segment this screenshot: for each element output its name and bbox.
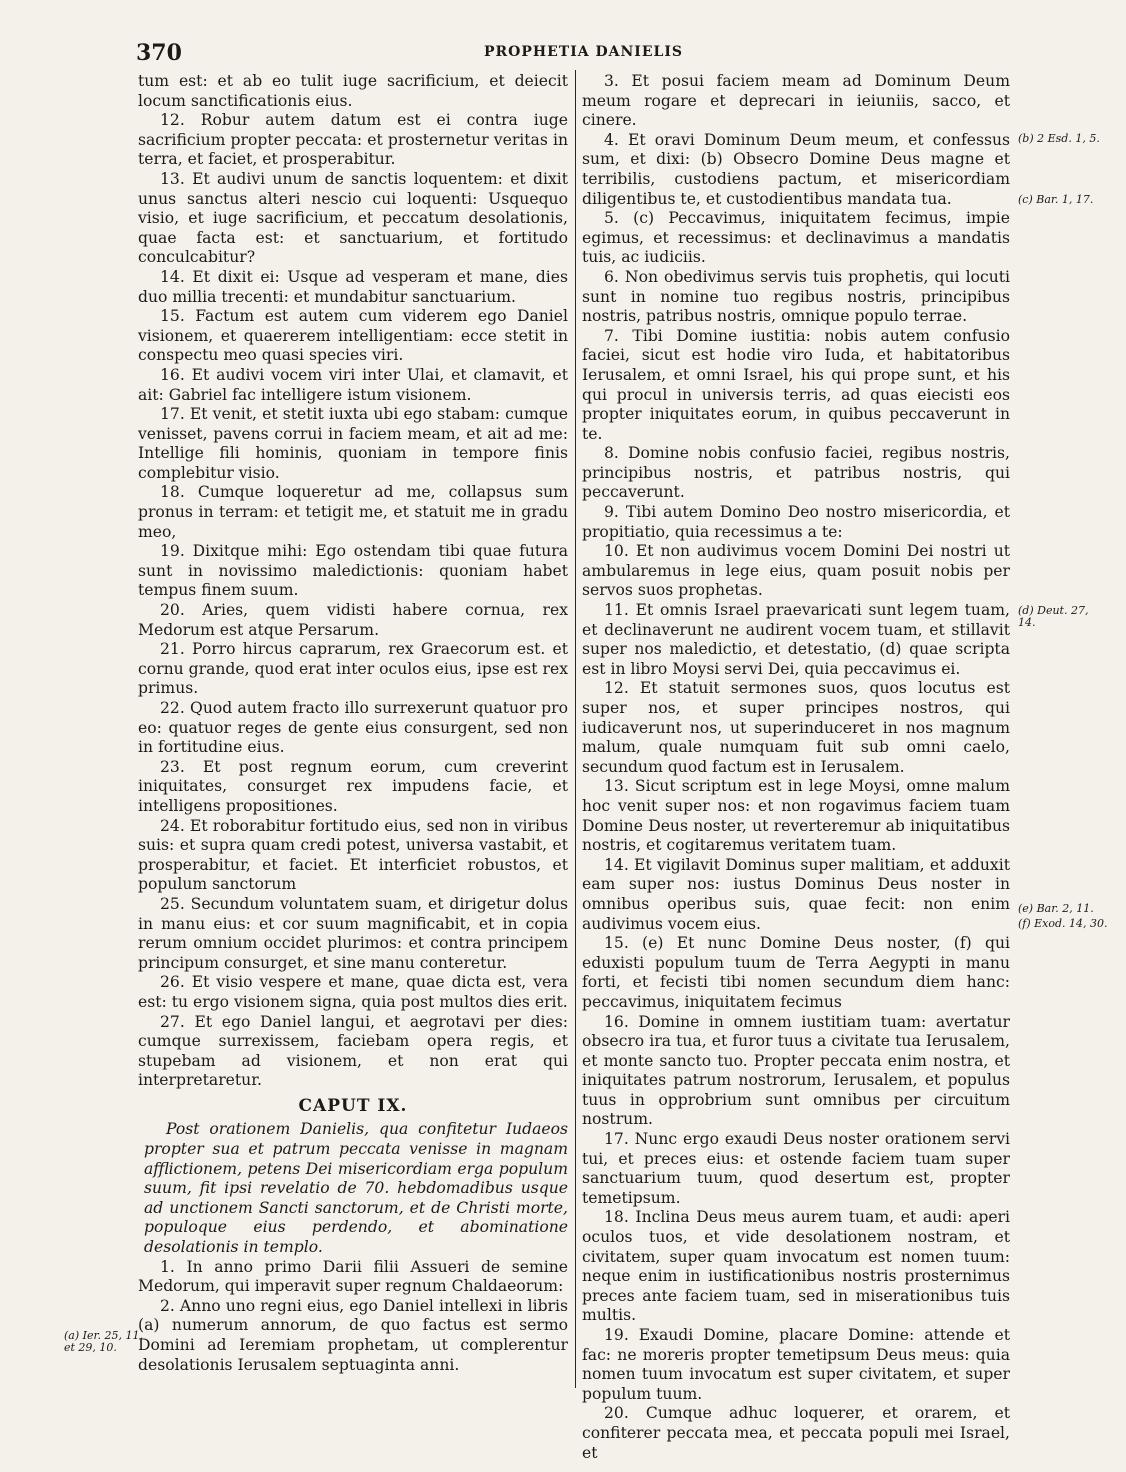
column-rule [575, 70, 576, 1388]
margin-note-d: (d) Deut. 27, 14. [1018, 604, 1089, 629]
paragraph: 25. Secundum voluntatem suam, et dirigetur dolus in manu eius: et cor suum magnificabit, et in copia rerum omnium occidet plurimos: et contra principem principum consurget, et sine manu conteretur. [138, 894, 568, 972]
paragraph: 12. Robur autem datum est ei contra iuge sacrificium propter peccata: et prosternetur veritas in terra, et faciet, et prosperabitur. [138, 111, 568, 169]
paragraph: 9. Tibi autem Domino Deo nostro misericordia, et propitiatio, quia recessimus a te: [582, 503, 1010, 541]
margin-note-c: (c) Bar. 1, 17. [1018, 193, 1094, 206]
paragraph: 21. Porro hircus caprarum, rex Graecorum est. et cornu grande, quod erat inter oculos eius, ipse est rex primus. [138, 640, 568, 698]
paragraph: 20. Cumque adhuc loquerer, et orarem, et confiterer peccata mea, et peccata populi mei Israel, et [582, 1404, 1010, 1462]
paragraph: 24. Et roborabitur fortitudo eius, sed non in viribus suis: et supra quam credi potest, universa vastabit, et prosperabitur, et faciet. Et interficiet robustos, et populum sanctorum [138, 816, 568, 894]
paragraph: 10. Et non audivimus vocem Domini Dei nostri ut ambularemus in lege eius, quam posuit nobis per servos suos prophetas. [582, 542, 1010, 600]
paragraph: 18. Cumque loqueretur ad me, collapsus sum pronus in terram: et tetigit me, et statuit me in gradu meo, [138, 483, 568, 541]
paragraph: 8. Domine nobis confusio faciei, regibus nostris, principibus nostris, et patribus nostris, qui peccaverunt. [582, 444, 1010, 502]
margin-note-b: (b) 2 Esd. 1, 5. [1018, 132, 1100, 145]
paragraph: 19. Dixitque mihi: Ego ostendam tibi quae futura sunt in novissimo maledictionis: quoniam habet tempus finem suum. [138, 542, 568, 600]
paragraph: 16. Et audivi vocem viri inter Ulai, et clamavit, et ait: Gabriel fac intelligere istum visionem. [138, 365, 568, 404]
margin-note-a: (a) Ier. 25, 11. et 29, 10. [64, 1329, 144, 1354]
paragraph: 3. Et posui faciem meam ad Dominum Deum meum rogare et deprecari in ieiuniis, sacco, et cinere. [582, 72, 1010, 130]
paragraph: 22. Quod autem fracto illo surrexerunt quatuor pro eo: quatuor reges de gente eius consurgent, sed non in fortitudine eius. [138, 699, 568, 757]
paragraph: tum est: et ab eo tulit iuge sacrificium, et deiecit locum sanctificationis eius. [138, 72, 568, 110]
paragraph: 11. Et omnis Israel praevaricati sunt legem tuam, et declinaverunt ne audirent vocem tuam, et stillavit super nos maledictio, et detestatio, (d) quae scripta est in libro Moysi servi Dei, quia peccavimus ei. [582, 601, 1010, 678]
paragraph: 18. Inclina Deus meus aurem tuam, et audi: aperi oculos tuos, et vide desolationem nostram, et civitatem, super quam invocatum est nomen tuum: neque enim in iustificationibus nostris prosternimus preces ante faciem tuam, sed in miserationibus tuis multis. [582, 1208, 1010, 1325]
paragraph: 16. Domine in omnem iustitiam tuam: avertatur obsecro ira tua, et furor tuus a civitate tua Ierusalem, et monte sancto tuo. Propter peccata enim nostra, et iniquitates patrum nostrorum, Ierusalem, et populus tuus in opprobrium sunt omnibus per circuitum nostrum. [582, 1012, 1010, 1129]
paragraph: 26. Et visio vespere et mane, quae dicta est, vera est: tu ergo visionem signa, quia post multos dies erit. [138, 973, 568, 1011]
paragraph: 6. Non obedivimus servis tuis prophetis, qui locuti sunt in nomine tuo regibus nostris, principibus nostris, patribus nostris, omnique populo terrae. [582, 267, 1010, 326]
paragraph: 14. Et vigilavit Dominus super malitiam, et adduxit eam super nos: iustus Dominus Deus noster in omnibus operibus suis, quae fecit: non enim audivimus vocem eius. [582, 855, 1010, 933]
paragraph: 15. (e) Et nunc Domine Deus noster, (f) qui eduxisti populum tuum de Terra Aegypti in manu forti, et fecisti tibi nomen secundum diem hanc: peccavimus, iniquitatem fecimus [582, 934, 1010, 1011]
paragraph: 17. Nunc ergo exaudi Deus noster orationem servi tui, et preces eius: et ostende faciem tuam super sanctuarium tuum, quod desertum est, propter temetipsum. [582, 1130, 1010, 1207]
paragraph: 12. Et statuit sermones suos, quos locutus est super nos, et super principes nostros, qui iudicaverunt nos, ut superinduceret in nos magnum malum, quale numquam fuit sub omni caelo, secundum quod factum est in Ierusalem. [582, 679, 1010, 776]
paragraph: 15. Factum est autem cum viderem ego Daniel visionem, et quaererem intelligentiam: ecce stetit in conspectu meo quasi species viri. [138, 307, 568, 365]
margin-note-f: (f) Exod. 14, 30. [1018, 917, 1108, 930]
paragraph: 2. Anno uno regni eius, ego Daniel intellexi in libris (a) numerum annorum, de quo factus est sermo Domini ad Ieremiam prophetam, ut complerentur desolationis Ierusalem septuaginta anni. [138, 1296, 568, 1374]
paragraph: 13. Et audivi unum de sanctis loquentem: et dixit unus sanctus alteri nescio cui loquenti: Usquequo visio, et iuge sacrificium, et peccatum desolationis, quae facta est: et sanctuarium, et fortitudo conculcabitur? [138, 169, 568, 267]
paragraph: 27. Et ego Daniel langui, et aegrotavi per dies: cumque surrexissem, faciebam opera regis, et stupebam ad visionem, et non erat qui interpretaretur. [138, 1012, 568, 1090]
paragraph: 5. (c) Peccavimus, iniquitatem fecimus, impie egimus, et recessimus: et declinavimus a mandatis tuis, ac iudiciis. [582, 209, 1010, 267]
paragraph: 23. Et post regnum eorum, cum creverint iniquitates, consurget rex impudens facie, et intelligens propositiones. [138, 757, 568, 815]
paragraph: 4. Et oravi Dominum Deum meum, et confessus sum, et dixi: (b) Obsecro Domine Deus magne et terribilis, custodiens pactum, et misericordiam diligentibus te, et custodientibus mandata tua. [582, 130, 1010, 208]
paragraph: 17. Et venit, et stetit iuxta ubi ego stabam: cumque venisset, pavens corrui in faciem meam, et ait ad me: Intellige fili hominis, quoniam in tempore finis complebitur visio. [138, 405, 568, 482]
margin-note-e: (e) Bar. 2, 11. [1018, 902, 1094, 915]
chapter-summary: Post orationem Danielis, qua confitetur Iudaeos propter sua et patrum peccata venisse in magnam afflictionem, petens Dei misericordiam erga populum suum, fit ipsi revelatio de 70. hebdomadibus usque ad unctionem Sancti sanctorum, et de Christi morte, populoque eius perdendo, et abominatione desolationis in templo. [144, 1120, 568, 1257]
paragraph: 14. Et dixit ei: Usque ad vesperam et mane, dies duo millia trecenti: et mundabitur sanctuarium. [138, 267, 568, 306]
running-title: PROPHETIA DANIELIS [484, 44, 684, 60]
paragraph: 20. Aries, quem vidisti habere cornua, rex Medorum est atque Persarum. [138, 601, 568, 639]
paragraph: 1. In anno primo Darii filii Assueri de semine Medorum, qui imperavit super regnum Chaldaeorum: [138, 1257, 568, 1296]
right-column [582, 72, 1010, 1463]
paragraph: 7. Tibi Domine iustitia: nobis autem confusio faciei, sicut est hodie viro Iuda, et habitatoribus Ierusalem, et omni Israel, his qui prope sunt, et his qui procul in universis terris, ad quas eiecisti eos propter iniquitates eorum, in quibus peccaverunt in te. [582, 326, 1010, 443]
paragraph: 19. Exaudi Domine, placare Domine: attende et fac: ne moreris propter temetipsum Deus meus: quia nomen tuum invocatum est super civitatem, et super populum tuum. [582, 1326, 1010, 1403]
chapter-heading: CAPUT IX. [298, 1095, 408, 1116]
page-number: 370 [136, 40, 182, 66]
paragraph: 13. Sicut scriptum est in lege Moysi, omne malum hoc venit super nos: et non rogavimus faciem tuam Domine Deus noster, ut reverteremur ab iniquitatibus nostris, et cogitaremus veritatem tuam. [582, 777, 1010, 855]
left-column [138, 72, 568, 1375]
